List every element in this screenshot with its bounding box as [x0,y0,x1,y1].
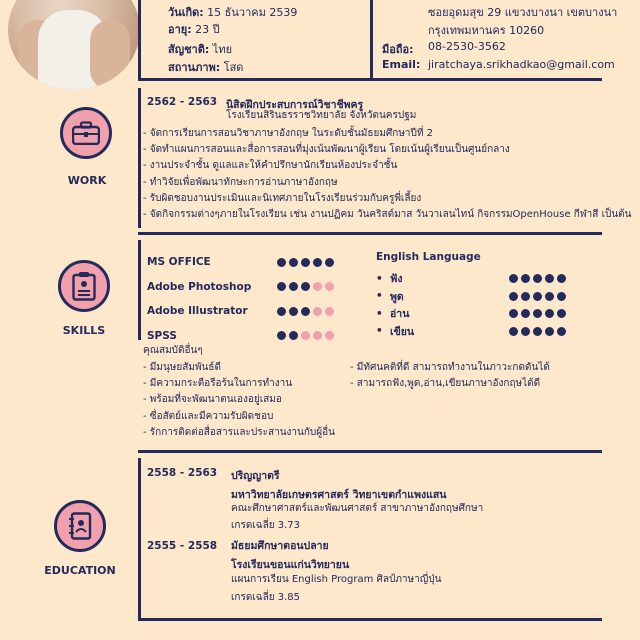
language-skill-name: พูด [390,290,404,303]
education-vertical-line [138,458,141,618]
status-value: โสด [223,61,244,74]
rating-dot-filled [533,327,542,336]
software-skill-name: Adobe Illustrator [147,305,248,318]
bullet: • [376,325,383,338]
edu-2-institution: โรงเรียนขอนแก่นวิทยายน [231,559,350,571]
rating-dots [277,282,334,291]
other-skill-item: - ซื่อสัตย์และมีความรับผิดชอบ [143,410,274,422]
rating-dot-filled [557,327,566,336]
other-skill-item: - มีทัศนคติที่ดี สามารถทำงานในภาวะกดดันได้ [350,362,550,373]
rating-dot-filled [301,307,310,316]
top-middle-divider [370,0,373,78]
rating-dot-filled [289,258,298,267]
work-vertical-line [138,88,141,228]
software-skill-name: Adobe Photoshop [147,280,252,293]
work-divider [138,232,602,235]
birth-row [168,3,297,21]
rating-dot-filled [557,309,566,318]
rating-dot-filled [509,309,518,318]
language-skill-row [376,305,596,323]
edu-2-gpa: เกรดเฉลี่ย 3.85 [231,592,300,603]
header-divider [138,78,602,81]
edu-2-degree: มัธยมศึกษาตอนปลาย [231,540,329,552]
language-skill-row [376,270,596,288]
phone-value: 08-2530-3562 [428,40,506,53]
nationality-row [168,40,232,58]
work-icon-circle [60,107,112,159]
software-skill-name: MS OFFICE [147,256,211,269]
rating-dot-filled [289,307,298,316]
work-title: นิสิตฝึกประสบการณ์วิชาชีพครู [226,99,364,111]
age-row [168,20,220,38]
work-duty-item: - จัดทำแผนการสอนและสื่อการสอนที่มุ่งเน้นพัฒนาผู้เรียน โดยเน้นผู้เรียนเป็นศูนย์กลาง [143,144,510,156]
other-skills-left [143,360,335,441]
skills-icon-circle [58,260,110,312]
rating-dot-empty [313,307,322,316]
rating-dot-filled [509,274,518,283]
work-duty-item: - จัดการเรียนการสอนวิชาภาษาอังกฤษ ในระดับชั้นมัธยมศึกษาปีที่ 2 [143,128,434,139]
work-duty-item: - ทำวิจัยเพื่อพัฒนาทักษะการอ่านภาษาอังกฤษ [143,176,338,188]
age-label: อายุ: [168,23,192,36]
rating-dot-filled [277,307,286,316]
phone-row [382,40,414,58]
education-icon-circle [54,500,106,552]
rating-dot-filled [545,274,554,283]
clipboard-icon [72,271,96,301]
rating-dots [509,309,566,318]
software-skills [147,250,347,348]
rating-dot-filled [277,258,286,267]
edu-1-period: 2558 - 2563 [147,467,218,479]
edu-2-period: 2555 - 2558 [147,540,218,552]
rating-dot-filled [545,309,554,318]
language-skill-row [376,288,596,306]
other-skills-right [350,360,550,392]
rating-dots [277,307,334,316]
email-label: Email: [382,58,421,71]
status-row [168,58,243,76]
rating-dot-filled [289,331,298,340]
rating-dot-filled [521,327,530,336]
address-line-1: ซอยอุดมสุข 29 แขวงบางนา เขตบางนา [428,6,618,19]
rating-dot-empty [325,282,334,291]
rating-dot-filled [521,274,530,283]
rating-dots [509,292,566,301]
top-left-divider [138,0,141,78]
language-skill-name: อ่าน [390,308,410,321]
rating-dot-filled [545,292,554,301]
other-skill-item: - มีความกระตือรือร้นในการทำงาน [143,378,293,390]
edu-1-degree: ปริญญาตรี [231,470,280,482]
rating-dot-filled [313,258,322,267]
rating-dot-filled [289,282,298,291]
nationality-label: สัญชาติ: [168,43,210,56]
rating-dot-filled [277,331,286,340]
education-label: EDUCATION [44,564,116,577]
rating-dot-filled [301,282,310,291]
edu-2-program: แผนการเรียน English Program ศิลป์ภาษาญี่ปุ่น [231,574,442,585]
rating-dot-filled [301,258,310,267]
other-skill-item: - สามารถฟัง,พูด,อ่าน,เขียนภาษาอังกฤษได้ดี [350,378,541,390]
rating-dot-filled [545,327,554,336]
skills-vertical-line [138,240,141,340]
birth-label: วันเกิด: [168,6,204,19]
language-skill-name: ฟัง [390,273,403,286]
language-skills [376,270,596,340]
other-skill-item: - มีมนุษยสัมพันธ์ดี [143,362,221,373]
rating-dot-filled [509,292,518,301]
education-divider [138,618,602,621]
edu-1-gpa: เกรดเฉลี่ย 3.73 [231,520,300,531]
other-skills-title: คุณสมบัติอื่นๆ [143,345,203,356]
rating-dot-filled [277,282,286,291]
skills-divider [138,450,602,453]
work-duty-item: - จัดกิจกรรมต่างๆภายในโรงเรียน เช่น งานปฏิคม วันคริสต์มาส วันวาเลนไทน์ กิจกรรมOpenHouse กีฬาสี เป็นต้น [143,209,632,221]
rating-dot-filled [325,258,334,267]
software-skill-row [147,299,347,324]
briefcase-icon [72,121,100,145]
rating-dot-filled [509,327,518,336]
software-skill-row [147,275,347,300]
profile-photo [8,0,140,90]
rating-dots [277,258,334,267]
photo-jacket-right [90,20,130,90]
nationality-value: ไทย [212,43,233,56]
bullet: • [376,290,383,303]
skills-label: SKILLS [62,324,106,337]
address-line-2: กรุงเทพมหานคร 10260 [428,24,545,37]
language-title: English Language [376,251,481,263]
work-period: 2562 - 2563 [147,96,218,108]
other-skill-item: - พร้อมที่จะพัฒนาตนเองอยู่เสมอ [143,394,282,406]
rating-dot-filled [533,292,542,301]
rating-dots [509,274,566,283]
rating-dot-filled [521,309,530,318]
work-duty-item: - รับผิดชอบงานประเมินและนิเทศภายในโรงเรียนร่วมกับครูพี่เลี้ยง [143,192,422,204]
bullet: • [376,307,383,320]
rating-dot-empty [313,282,322,291]
rating-dot-filled [533,274,542,283]
bullet: • [376,272,383,285]
age-value: 23 ปี [195,23,220,36]
work-school: โรงเรียนสิรินธรราชวิทยาลัย จังหวัดนครปฐม [226,110,417,121]
phone-label: มือถือ: [382,43,414,56]
other-skill-item: - รักการติดต่อสื่อสารและประสานงานกับผู้อื่น [143,426,335,438]
email-value[interactable]: jiratchaya.srikhadkao@gmail.com [428,58,615,71]
email-row [382,58,420,71]
language-skill-row [376,323,596,341]
work-label: WORK [67,174,107,187]
birth-value: 15 ธันวาคม 2539 [207,6,298,19]
work-duty-item: - งานประจำชั้น ดูแลและให้คำปรึกษานักเรียนห้องประจำชั้น [143,160,398,172]
language-skill-name: เขียน [390,325,415,338]
work-duties-list [143,126,632,223]
rating-dot-filled [557,292,566,301]
rating-dot-empty [313,331,322,340]
rating-dot-filled [533,309,542,318]
status-label: สถานภาพ: [168,61,221,74]
rating-dot-empty [325,331,334,340]
rating-dot-filled [557,274,566,283]
rating-dots [277,331,334,340]
software-skill-name: SPSS [147,329,177,342]
rating-dot-filled [521,292,530,301]
software-skill-row [147,250,347,275]
rating-dot-empty [301,331,310,340]
notebook-icon [68,512,92,540]
edu-1-institution: มหาวิทยาลัยเกษตรศาสตร์ วิทยาเขตกำแพงแสน [231,489,447,501]
rating-dot-empty [325,307,334,316]
edu-1-program: คณะศึกษาศาสตร์และพัฒนศาสตร์ สาขาภาษาอังกฤษศึกษา [231,503,484,514]
rating-dots [509,327,566,336]
